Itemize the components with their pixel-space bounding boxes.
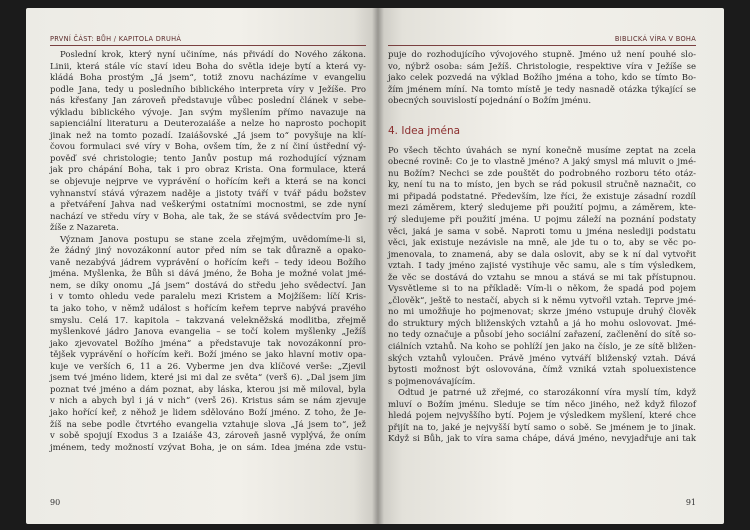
text-line: i v tomto ohledu vede paralelu mezi Kristem a Mojžíšem: líčí Kris- [50,292,366,303]
text-line: mluví o Božím jménu. Sleduje se tím něco jiného, než když filozof [388,399,696,410]
text-line: přijít na to, jaké je nejvyšší bytí samo o sobě. Se jménem je to jinak. [388,422,696,433]
text-line: vo, nýbrž osoba: sám Ježíš. Christologie, respektive víra v Ježíše se [388,61,696,72]
book-gutter [372,8,384,524]
header-rule [388,45,696,46]
text-line: jmenovala, to znamená, aby se dala oslovit, aby se k ní dal vytvořit [388,249,696,260]
text-line: nu Božím? Nechci se zde pouštět do podrobného rozboru této otáz- [388,168,696,179]
text-line: Poslední krok, který nyní učiníme, nás přivádí do Nového zákona. [60,50,366,60]
text-line: že žádný jiný novozákonní autor před ním se tak důrazně a opako- [50,246,366,257]
running-head: PRVNÍ ČÁST: BŮH / KAPITOLA DRUHÁ [50,35,182,43]
text-line: mi připadá podstatné. Především, lze říci, že existuje zásadní rozdíl [388,191,696,202]
text-line: puje do rozhodujícího vývojového stupně. Jméno už není pouhé slo- [388,50,696,60]
page-number: 91 [685,498,696,507]
text-line: kuje ve verších 6, 11 a 26. Vyberme jen dva klíčové verše: „Zjevil [50,361,366,372]
text-line: vyhnanství stává výrazem naděje a jistoty tváří v tvář pádu božstev [50,188,366,199]
page-number: 90 [50,498,61,507]
text-line: Po všech těchto úvahách se nyní konečně musíme zeptat na zcela [388,145,696,156]
text-line: smyslu. Celá 17. kapitola – takzvaná velekněžská modlitba, zřejmě [50,315,366,326]
text-line: věci, jak existuje nezávisle na mně, ale jde tu o to, aby se věc po- [388,238,696,249]
header-rule [50,45,366,46]
text-line: do struktury mých bliženských vztahů a já ho mohu oslovovat. Jmé- [388,318,696,329]
text-line: tějšek vyprávění o hořícím keři. Boží jméno se jako hlavní motiv opa- [50,350,366,361]
text-line: nachází ve středu víry v Boha, ale tak, že se stává svědectvím pro Je- [50,211,366,222]
text-line: jako celek pozvedá na výklad Božího jména a toho, kdo se tímto Bo- [388,73,696,84]
body-text [388,50,696,446]
text-line: Význam Janova postupu se stane zcela zřejmým, uvědomíme-li si, [60,234,366,245]
text-line: kládá Boha prostým „Já jsem“, totiž znovu nacházíme v evangeliu [50,73,366,84]
text-line: vztah. I tady jméno zajisté vystihuje věc samu, ale s tím výsledkem, [388,261,696,272]
body-text [50,50,366,454]
text-line: žím jménem míní. Na tomto místě je tedy nasnadě otázka týkající se [388,84,696,95]
text-line: „člověk“, ještě to nestačí, abych si k němu vytvořil vztah. Teprve jmé- [388,295,696,306]
text-line: jména. Myšlenka, že Bůh si dává jméno, že Boha je možné volat jmé- [50,269,366,280]
text-line: mezi záměrem, který sledujeme při použití pojmu, a záměrem, kte- [388,203,696,214]
paragraph-continued [388,50,696,108]
text-line: Když si Bůh, jak to víra sama chápe, dává jméno, nevyjadřuje ani tak [388,434,696,445]
text-line: nás křesťany Jan zároveň představuje vůbec poslední článek v sebe- [50,96,366,107]
text-line: obecných souvislostí pojednání o Božím jménu. [388,96,592,107]
text-line: sapienciální literaturu a Deuterozaiáše a nelze ho naprosto pochopit [50,119,366,130]
text-line: vaně nezabývá jádrem vyprávění o hořícím keři – tedy ideou Božího [50,257,366,268]
text-line: s pojmenovávajícím. [388,376,476,387]
running-head: BIBLICKÁ VÍRA V BOHA [614,35,696,43]
text-line: žíše z Nazareta. [50,223,119,234]
text-line: věci, jaká je sama v sobě. Naproti tomu u jména neslediji podstatu [388,226,696,237]
text-line: v sobě spojují Exodus 3 a Izaiáše 43, zároveň jasně vyplývá, že oním [50,431,366,442]
text-line: jménem, tedy možností vzývat Boha, je on sám. Idea jména zde vstu- [50,442,366,453]
text-line: bytosti možnost být oslovována, čímž vzniká vztah spoluexistence [388,365,696,376]
text-line: Linii, která stále víc staví ideu Boha do světla ideje bytí a která vy- [50,61,366,72]
text-line: obecné rovině: Co je to vlastně jméno? A jaký smysl má mluvit o jmé- [388,157,696,168]
section-paragraphs [388,146,696,446]
text-line: ských vztahů vyloučen. Právě jméno vytváří bliženský vztah. Dává [388,353,696,364]
text-line: a přetváření Jahva nad veškerými ostatními mocnostmi, se zde nyní [50,200,366,211]
text-line: rý sledujeme při použití jména. U pojmu záleží na poznání podstaty [388,215,696,226]
text-line: jsem tvé jméno lidem, které jsi mi dal ze světa“ (verš 6). „Dal jsem jim [50,373,366,384]
text-line: se objevuje nejprve ve vyprávění o hořícím keři a která se na konci [50,177,366,188]
text-line: nem, se díky onomu „Já jsem“ dostává do středu jeho svědectví. Jan [50,280,366,291]
text-line: čovou formulaci své víry v Boha, ovšem tím, že z ní činí ústřední vý- [50,142,366,153]
text-line: ta jako toho, v němž událost s hořícím keřem teprve nabývá pravého [50,304,366,315]
text-line: no mi umožňuje ho pojmenovat; skrze jméno vstupuje druhý člověk [388,307,696,318]
text-line: výkladu biblického vývoje. Jan svým myšlením přímo navazuje na [50,107,366,118]
text-line: v nich a abych byl i já v nich“ (verš 26). Kristus sám se nám zjevuje [50,396,366,407]
text-line: jinak než na tomto pozadí. Izaiášovské „Já jsem to“ povyšuje na klí- [50,130,366,141]
text-line: že věc se dostává do vztahu se mnou a stává se mi tak přístupnou. [388,272,696,283]
text-line: jako hořící keř, z něhož je lidem sdělováno Boží jméno. Z toho, že Je- [50,407,366,418]
text-line: žíš na sebe podle čtvrtého evangelia vztahuje slova „Já jsem to“, jež [50,419,366,430]
text-line: Odtud je patrné už zřejmé, co starozákonní víra myslí tím, když [398,388,696,399]
text-line: jak pro chápání Boha, tak i pro obraz Krista. Ona formulace, která [50,165,366,176]
text-line: myšlenkové jádro Janova evangelia – se točí kolem myšlenky „Ježíš [50,327,366,338]
text-line: hledá pojem nejvyššího bytí. Pojem je výsledkem myšlení, které chce [388,411,696,422]
text-line: jako zjevovatel Božího jména“ a představuje tak novozákonní pro- [50,338,366,349]
spacer [388,108,696,122]
text-line: Vysvětleme si to na příkladě: Vím-li o někom, že spadá pod pojem [388,284,696,295]
text-line: pověď své christologie; tento Janův postup má rozhodující význam [50,153,366,164]
text-line: ky, není tu na to místo, jen bych se rád pokusil stručně naznačit, co [388,180,696,191]
right-page [378,8,724,524]
text-line: podle Jana, tedy u posledního biblického interpreta víry v Ježíše. Pro [50,84,366,95]
text-line: poznat tvé jméno a dám poznat, aby láska, kterou jsi mě miloval, byla [50,384,366,395]
section-heading: 4. Idea jména [388,124,461,137]
text-line: ciálních vztahů. Na koho se pohlíží jen jako na číslo, je ze sítě bližen- [388,342,696,353]
text-line: no tedy označuje a působí jeho sociální zařazení, začlenění do sítě so- [388,330,696,341]
left-page [26,8,378,524]
